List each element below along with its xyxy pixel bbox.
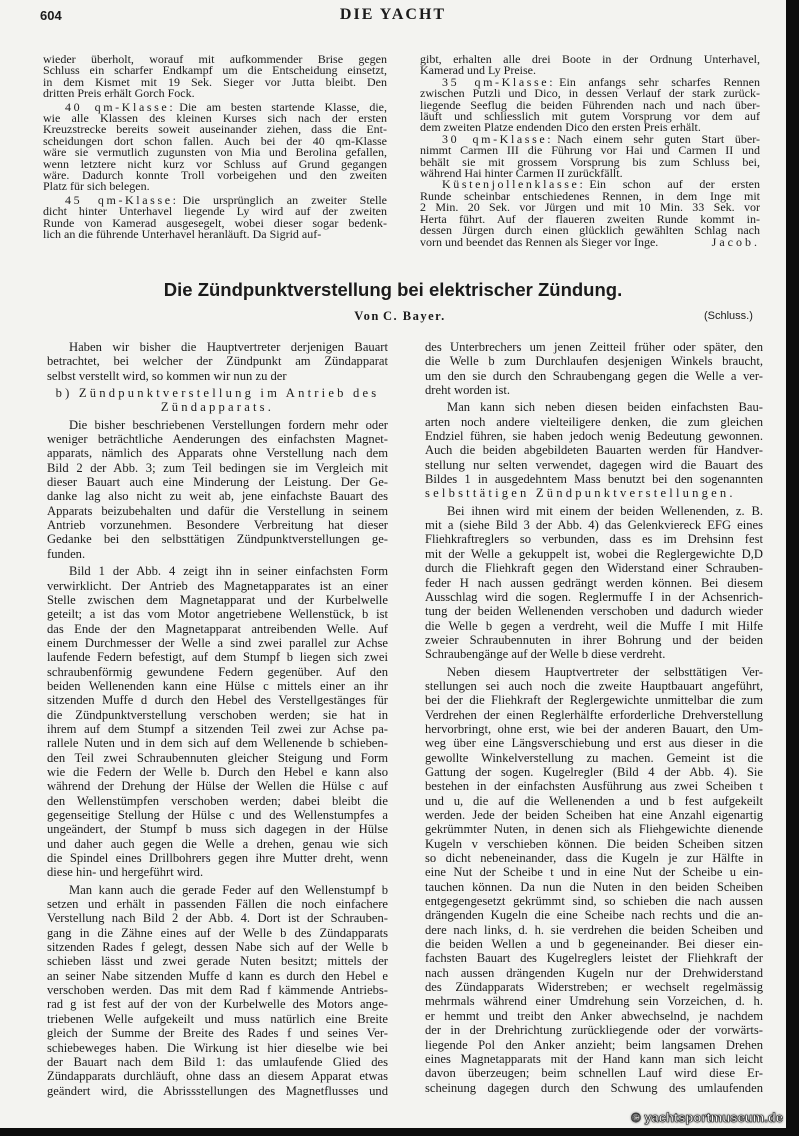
line-text: wäre. Dadurch konnte Troll vorbeigehen und den zweiten xyxy=(43,168,387,183)
text-line xyxy=(47,1055,388,1069)
text-line xyxy=(43,229,387,240)
line-text: mehrmals während einer Umdrehung sein Vorzeichen, d. h. xyxy=(425,994,763,1009)
line-text: funden. xyxy=(47,546,86,561)
line-text: geteilt; a ist das vom Motor angetriebene Wellenstück, b ist xyxy=(47,607,388,622)
line-text: Kreuzstrecke bereits soweit auseinander ziehen, dass die Ent- xyxy=(43,122,387,137)
line-text: Man kann auch die gerade Feder auf den Wellenstumpf b xyxy=(69,882,388,897)
text-line xyxy=(47,340,388,354)
line-text: nimmt Carmen III die Führung vor Hai und Carmen II und xyxy=(420,143,760,158)
line-text: dicht hinter Unterhavel liegende Ly wird auf der zweiten xyxy=(43,204,387,219)
text-line xyxy=(47,622,388,636)
line-text: dere nach links, d. h. sie verdrehen die beiden Scheiben und xyxy=(425,922,763,937)
text-line xyxy=(425,722,763,736)
line-text: gegenseitige Stellung der Hülse c und des Wellenstumpfes a xyxy=(47,808,388,822)
line-text: während der Drehung der Hülse der Wellen die Hülse c auf xyxy=(47,779,388,794)
line-text: nach aussen drängenden Kugeln nur der Drehwiderstand xyxy=(425,965,763,980)
line-text: feder H nach aussen gedrängt werden können. Bei diesem xyxy=(425,575,763,590)
text-line xyxy=(425,472,763,486)
line-text: schieben lässt und zwei gerade Nuten besitzt; mittels der xyxy=(47,954,388,969)
text-line xyxy=(47,865,388,879)
text-line xyxy=(47,736,388,750)
line-text: um den sie durch den Schraubengang gegen die Welle a ver- xyxy=(425,368,763,383)
line-text: Neben diesem Hauptvertreter der selbsttätigen Ver- xyxy=(447,664,763,679)
watermark: © yachtsportmuseum.de xyxy=(631,1110,783,1125)
text-line xyxy=(425,951,763,965)
text-line xyxy=(425,908,763,922)
text-line xyxy=(425,923,763,937)
line-text: 2 Min. 20 Sek. vor Jürgen und mit 10 Min. 33 Sek. vor xyxy=(420,200,760,215)
line-text: Platz für sich belegen. xyxy=(43,179,150,194)
text-line xyxy=(425,415,763,429)
text-line xyxy=(425,1066,763,1080)
text-line xyxy=(425,937,763,951)
line-text: rad g ist fest auf der von der Kurbelwelle des Motors ange- xyxy=(47,997,388,1012)
line-text: Gattung der sogen. Kugelregler (Bild 4 der Abb. 4). Sie xyxy=(425,764,763,779)
byline-author: C. Bayer. xyxy=(383,309,446,323)
text-line xyxy=(47,386,388,400)
text-line xyxy=(47,418,388,432)
text-line xyxy=(425,458,763,472)
text-line xyxy=(47,822,388,836)
line-text: ihrem auf dem Stumpf a sitzenden Teil zwei zur Achse pa- xyxy=(47,721,388,736)
text-line xyxy=(47,593,388,607)
text-line xyxy=(47,1012,388,1026)
line-text: setzen und erhält in passenden Fällen die noch einfachere xyxy=(47,897,388,912)
text-line xyxy=(425,822,763,836)
paragraph xyxy=(43,99,387,194)
line-text: die Welle b gegen a verdreht, weil die Muffe I mit Hilfe xyxy=(425,618,763,633)
class-label: 30 qm-Klasse: xyxy=(442,131,554,146)
text-line xyxy=(47,579,388,593)
line-text: diese hin- und hergeführt wird. xyxy=(47,865,204,880)
text-line xyxy=(47,607,388,621)
line-text: Schraubengänge auf der Welle b diese verdreht. xyxy=(425,647,666,662)
line-text: an seiner Nabe sitzenden Muffe d kann es durch den Hebel e xyxy=(47,968,388,983)
line-text: Runde von Kamerad ausgesegelt, wobei dieser sogar bedenk- xyxy=(43,215,387,230)
text-line xyxy=(425,1009,763,1023)
paragraph xyxy=(47,340,388,383)
text-line xyxy=(47,1026,388,1040)
text-line xyxy=(47,851,388,865)
paragraph xyxy=(420,131,760,181)
line-text: während Hai hinter Carmen II zurückfällt. xyxy=(420,166,623,181)
article-byline xyxy=(0,309,799,324)
line-text: schraubenförmig gewundene Federn gegenüber. Auf den xyxy=(47,664,388,679)
text-line xyxy=(47,779,388,793)
text-line xyxy=(47,475,388,489)
text-line xyxy=(425,354,763,368)
line-text: gibt, erhalten alle drei Boote in der Ordnung Unterhavel, xyxy=(420,52,760,66)
line-text: zweier Schraubennuten in ihrer Bohrung und der beiden xyxy=(425,632,763,647)
text-line xyxy=(425,604,763,618)
text-line xyxy=(47,708,388,722)
byline-prefix: Von xyxy=(354,309,380,323)
text-line xyxy=(47,461,388,475)
text-line xyxy=(425,590,763,604)
line-text: dritten Preis erhält Gorch Fock. xyxy=(43,86,195,101)
line-text: Endziel führen, sie haben jedoch wenig Bedeutung gewonnen. xyxy=(425,429,763,444)
line-text: fachsten Bauart des Kugelreglers leistet der Fliehkraft der xyxy=(425,951,763,966)
text-line xyxy=(47,564,388,578)
running-title: DIE YACHT xyxy=(339,6,447,23)
line-text: weniger beträchtliche Aenderungen des einfachsten Magnet- xyxy=(47,432,388,447)
line-text: und u, die auf die Wellenenden a und b fest aufgekeilt xyxy=(425,793,763,808)
line-text: rallele Nuten und in dem sich auf dem Wellenende b schieben- xyxy=(47,736,388,751)
text-line xyxy=(420,234,760,249)
text-line xyxy=(47,1041,388,1055)
line-text: selbsttätigen Zündpunktverstellungen. xyxy=(425,486,736,501)
line-text: des Zündapparats Widerstreben; er wechselt regelmässig xyxy=(425,980,763,995)
article-right-column xyxy=(425,340,763,1098)
line-text: gekrümmter Nuten, in denen sich als Fliehgewichte dienende xyxy=(425,822,763,837)
line-text: Nach einem sehr guten Start über- xyxy=(557,131,760,146)
text-line xyxy=(425,880,763,894)
text-line xyxy=(47,926,388,940)
line-text: behält sie mit grossem Vorsprung bis zum Schluss bei, xyxy=(420,154,760,169)
line-text: Zündapparats. xyxy=(160,400,275,415)
text-line xyxy=(425,561,763,575)
line-text: Fliehkraftreglers so verbunden, dass es im Drehsinn fest xyxy=(425,532,763,547)
text-line xyxy=(47,794,388,808)
line-text: Bild 2 der Abb. 3; zum Teil bedingen sie im Vergleich mit xyxy=(47,460,388,475)
line-text: laufende Federn befestigt, auf dem Stumpf b liegen sich zwei xyxy=(47,650,388,665)
text-line xyxy=(425,751,763,765)
text-line xyxy=(425,383,763,397)
text-line xyxy=(425,1081,763,1095)
line-text: die Welle b zum Durchlaufen desjenigen Winkels braucht, xyxy=(425,354,763,369)
line-text: eine Nut der Scheibe t und in eine Nut der Scheibe u ein- xyxy=(425,865,763,880)
line-text: Apparats beizubehalten und dafür die Verstellung in seinem xyxy=(47,503,388,518)
line-text: Ein schon auf der ersten xyxy=(589,177,760,192)
text-line xyxy=(425,665,763,679)
line-text: stellungen sei auch noch die zweite Hauptbauart angeführt, xyxy=(425,678,763,693)
line-text: Schluss ein scharfer Endkampf um die Entscheidung einsetzt, xyxy=(43,63,387,78)
line-text: b) Zündpunktverstellung im Antrieb des xyxy=(55,386,380,401)
text-line xyxy=(425,966,763,980)
paragraph xyxy=(425,400,763,500)
line-text: die Spindel eines Drillbohrers gegen ihre Mutter dreht, wenn xyxy=(47,851,388,866)
line-text: wie alle Klassen des kleinen Kurses sich nach der ersten xyxy=(43,111,387,126)
text-line xyxy=(425,369,763,383)
line-text: ungeändert, der Stumpf b muss sich dagegen in der Hülse xyxy=(47,822,388,837)
line-text: entgegengesetzt gekrümmt sind, so schieben die nach aussen xyxy=(425,894,763,909)
line-text: Bei ihnen wird mit einem der beiden Wellenenden, z. B. xyxy=(447,503,763,518)
text-line xyxy=(47,983,388,997)
line-text: scheinung dagegen durch den Schwung des umlaufenden xyxy=(425,1080,763,1095)
line-text: werden. Jede der beiden Scheiben hat eine Anzahl eigenartig xyxy=(425,808,763,822)
line-text: beiden Wellenenden kann eine Hülse c mittels einer an ihr xyxy=(47,678,388,693)
text-line xyxy=(47,679,388,693)
line-text: weg über eine Längsverschiebung und erst aus dieser in die xyxy=(425,736,763,751)
text-line xyxy=(47,547,388,561)
class-label: 35 qm-Klasse: xyxy=(442,74,556,89)
line-text: liegende Seeflug die beiden Führenden nach und nach über- xyxy=(420,97,760,112)
line-text: apparats, nämlich des Apparats ohne Verstellung nach dem xyxy=(47,446,388,461)
article-left-column xyxy=(47,340,388,1101)
text-line xyxy=(47,369,388,383)
line-text: liegende Pol den Anker anzieht; beim langsamen Drehen xyxy=(425,1037,763,1052)
line-text: dreht worden ist. xyxy=(425,383,510,398)
paragraph xyxy=(47,564,388,880)
text-line xyxy=(47,911,388,925)
line-text: bestehen in der einfachsten Ausführung aus zwei Scheiben t xyxy=(425,779,763,794)
line-text: gewollte Winkelverstellung zu machen. Gemeint ist die xyxy=(425,750,763,765)
line-text: so dicht nebeneinander, dass die Kugeln je zur Hälfte in xyxy=(425,851,763,866)
line-text: betrachtet, bei welcher der Zündpunkt am Zündapparat xyxy=(47,354,388,369)
line-text: tauchen können. Da nun die Nuten in den beiden Scheiben xyxy=(425,879,763,894)
line-text: bei der die Fliehkraft der Reglergewichte unmittelbar die zum xyxy=(425,693,763,708)
class-label: 45 qm-Klasse: xyxy=(65,192,179,207)
text-line xyxy=(47,837,388,851)
text-line xyxy=(425,443,763,457)
text-line xyxy=(47,808,388,822)
text-line xyxy=(425,1023,763,1037)
line-text: dessen Jürgen durch einen glücklich gewählten Schlag nach xyxy=(420,223,760,238)
paragraph xyxy=(43,54,387,100)
text-line xyxy=(47,432,388,446)
paragraph xyxy=(420,179,760,247)
line-text: Die ursprünglich an zweiter Stelle xyxy=(182,192,387,207)
line-text: lich an die führende Unterhavel heranläuft. Da Sigrid auf- xyxy=(43,227,322,242)
paragraph xyxy=(420,74,760,135)
text-line xyxy=(425,708,763,722)
line-text: des Unterbrechers um jenen Zeitteil früher oder später, den xyxy=(425,340,763,354)
line-text: durch die Fliehkraft gegen den Widerstand einer Schrauben- xyxy=(425,561,763,576)
text-line xyxy=(425,633,763,647)
line-text: triebenen Welle aufgekeilt und muss natürlich eine Breite xyxy=(47,1011,388,1026)
line-text: Ausschlag wird die sogen. Reglermuffe I in der Achsenrich- xyxy=(425,589,763,604)
line-text: mit a (siehe Bild 3 der Abb. 4) das Gelenkviereck EFG eines xyxy=(425,518,763,533)
line-text: wäre sie vermutlich zugunsten von Mia und Berolina gefallen, xyxy=(43,145,387,160)
paragraph xyxy=(47,883,388,1098)
line-text: Bildes 1 in ausgedehntem Mass benutzt bei den sogenannten xyxy=(425,472,763,487)
line-text: Ein anfangs sehr scharfes Rennen xyxy=(559,74,760,89)
text-line xyxy=(47,504,388,518)
text-line xyxy=(425,865,763,879)
line-text: Die bisher beschriebenen Verstellungen fordern mehr oder xyxy=(69,417,388,432)
line-text: Verdrehen der einen Reglerhälfte erforderliche Drehverstellung xyxy=(425,707,763,722)
text-line xyxy=(425,765,763,779)
line-text: tung der beiden Wellenenden verschoben und dadurch wieder xyxy=(425,604,763,619)
text-line xyxy=(47,354,388,368)
text-line xyxy=(47,940,388,954)
line-text: mit der Welle a gekuppelt ist, wobei die Reglergewichte D,D xyxy=(425,546,763,561)
line-text: er hemmt und treibt den Anker abwechselnd, je nachdem xyxy=(425,1008,763,1023)
line-text: danke lag also nicht zu weit ab, jene einfachste Bauart des xyxy=(47,489,388,504)
text-line xyxy=(47,489,388,503)
text-line xyxy=(425,1052,763,1066)
text-line xyxy=(425,994,763,1008)
line-text: Zündapparats durchläuft, ohne dass an diesem Apparat etwas xyxy=(47,1069,388,1084)
line-text: hervorbringt, ohne erst, wie bei der anderen Bauart, den Um- xyxy=(425,721,763,736)
class-label: 40 qm-Klasse: xyxy=(65,99,176,114)
line-text: geändert wird, die Abrissstellungen des Magnetflusses und xyxy=(47,1083,388,1098)
line-text: drängenden Kugeln die eine Scheibe nach rechts und die an- xyxy=(425,908,763,923)
text-line xyxy=(47,518,388,532)
line-text: arten noch andere vielteiligere denken, die zum gleichen xyxy=(425,414,763,429)
text-line xyxy=(47,722,388,736)
text-line xyxy=(425,486,763,500)
class-label: Küstenjollenklasse: xyxy=(442,177,586,192)
text-line xyxy=(425,576,763,590)
text-line xyxy=(425,647,763,661)
line-text: der Bauart nach dem Bild 1: das umlaufende Glied des xyxy=(47,1054,388,1069)
race-report-right-column xyxy=(420,54,760,248)
text-line xyxy=(425,837,763,851)
line-text: Antrieb vorzunehmen. Besondere Verbreitung hat dieser xyxy=(47,518,388,533)
line-text: Kugeln v verschieben können. Die beiden Scheiben sitzen xyxy=(425,836,763,851)
text-line xyxy=(47,532,388,546)
line-text: Gedanke bei den selbsttätigen Zündpunktverstellungen ge- xyxy=(47,532,388,547)
line-text: die Zündpunktverstellung verschoben werden; sie hat in xyxy=(47,707,388,722)
page-number: 604 xyxy=(40,8,62,23)
line-text: verschoben werden. Das mit dem Rad f kämmende Antriebs- xyxy=(47,983,388,998)
text-line xyxy=(425,547,763,561)
text-line xyxy=(47,400,388,414)
text-line xyxy=(47,897,388,911)
line-text: wie die Federn der Welle b. Durch den Hebel e kann also xyxy=(47,764,388,779)
line-text: der in der Drehrichtung zurückliegende oder der vorwärts- xyxy=(425,1023,763,1038)
text-line xyxy=(47,751,388,765)
paragraph xyxy=(425,340,763,397)
text-line xyxy=(425,779,763,793)
paragraph xyxy=(47,418,388,561)
text-line xyxy=(425,736,763,750)
line-text: eines Magnetapparats mit der Hand kann man sich leicht xyxy=(425,1051,763,1066)
text-line xyxy=(47,969,388,983)
line-text: schiebeweges haben. Die Wirkung ist hier dieselbe wie bei xyxy=(47,1040,388,1055)
line-text: den Wellenstümpfen verschoben werden; dabei bleibt die xyxy=(47,793,388,808)
text-line xyxy=(47,765,388,779)
author-signature: Jacob. xyxy=(711,234,760,249)
line-text: das Ende der den Magnetapparat antreibenden Welle. Auf xyxy=(47,621,388,636)
paragraph xyxy=(43,192,387,242)
text-line xyxy=(47,1084,388,1098)
text-line xyxy=(425,429,763,443)
line-text: wenn letztere nicht kurz vor Schluss auf Grund gegangen xyxy=(43,156,387,171)
text-line xyxy=(425,619,763,633)
line-text: gleich der Summe der Breite des Rades f und seines Ver- xyxy=(47,1026,388,1041)
text-line xyxy=(425,851,763,865)
paragraph xyxy=(425,665,763,1095)
text-line xyxy=(47,650,388,664)
scan-edge-bottom xyxy=(0,1128,799,1136)
text-line xyxy=(425,679,763,693)
line-text: Bild 1 der Abb. 4 zeigt ihn in seiner einfachsten Form xyxy=(69,564,388,579)
line-text: Auch die beiden abgebildeten Bauarten werden für Handver- xyxy=(425,443,763,458)
line-text: sitzenden Muffe d durch den Hebel des Verstellgestänges für xyxy=(47,693,388,708)
text-line xyxy=(425,980,763,994)
line-text: Stelle zwischen dem Magnetapparat und der Kurbelwelle xyxy=(47,592,388,607)
text-line xyxy=(47,997,388,1011)
text-line xyxy=(425,794,763,808)
paragraph xyxy=(420,54,760,77)
line-text: dem zweiten Platze endenden Dico den ersten Preis erhält. xyxy=(420,120,701,135)
race-report-left-column xyxy=(43,54,387,243)
line-text: vorn und beendet das Rennen als Sieger vor Inge. xyxy=(420,234,659,249)
line-text: den Teil zwei Schraubennuten gleicher Steigung und Form xyxy=(47,750,388,765)
text-line xyxy=(43,88,387,99)
text-line xyxy=(47,883,388,897)
line-text: verwirklicht. Der Antrieb des Magnetapparates ist an einer xyxy=(47,578,388,593)
line-text: die beiden Wellen a und b gegeneinander. Bei dieser ein- xyxy=(425,937,763,952)
line-text: zwischen Putzli und Dico, in dessen Verlauf der stark zurück- xyxy=(420,86,760,101)
text-line xyxy=(425,518,763,532)
scan-edge-right xyxy=(786,0,799,1136)
paragraph xyxy=(425,504,763,662)
continuation-note: (Schluss.) xyxy=(704,310,753,322)
line-text: selbst verstellt wird, so kommen wir nun zu der xyxy=(47,368,287,383)
text-line xyxy=(47,1069,388,1083)
line-text: Die am besten startende Klasse, die, xyxy=(179,99,387,114)
line-text: in dem Kismet mit 19 Sek. Sieger vor Jutta bleibt. Den xyxy=(43,74,387,89)
text-line xyxy=(425,894,763,908)
line-text: Runde scheinbar entschiedenes Rennen, in dem Inge mit xyxy=(420,188,760,203)
line-text: Man kann sich neben diesen beiden einfachsten Bau- xyxy=(447,400,763,415)
text-line xyxy=(47,693,388,707)
line-text: gang in die Zähne eines auf der Welle b des Zündapparats xyxy=(47,925,388,940)
article-title: Die Zündpunktverstellung bei elektrischer Zündung. xyxy=(163,279,623,300)
text-line xyxy=(47,446,388,460)
text-line xyxy=(43,181,387,192)
line-text: Herta führt. Auf der flaueren zweiten Runde kommt in- xyxy=(420,211,760,226)
text-line xyxy=(425,504,763,518)
section-heading xyxy=(47,386,388,415)
text-line xyxy=(47,954,388,968)
text-line xyxy=(425,1038,763,1052)
line-text: stellung nur selten verwendet, dagegen wird die Bauart des xyxy=(425,457,763,472)
line-text: einem Durchmesser der Welle a sind zwei parallel zur Achse xyxy=(47,635,388,650)
line-text: und daher auch gegen die Welle a drehen, genau wie sich xyxy=(47,836,388,851)
line-text: Haben wir bisher die Hauptvertreter derjenigen Bauart xyxy=(69,340,388,354)
line-text: läuft und schliesslich mit gutem Vorsprung vor dem auf xyxy=(420,109,760,124)
text-line xyxy=(47,636,388,650)
text-line xyxy=(425,808,763,822)
text-line xyxy=(425,532,763,546)
text-line xyxy=(425,400,763,414)
line-text: dieser Bauart auch eine Minderung der Leistung. Der Ge- xyxy=(47,475,388,490)
line-text: wieder überholt, worauf mit aufkommender Brise gegen xyxy=(43,52,387,66)
line-text: Verstellung nach Bild 2 der Abb. 4. Dort ist der Schrauben- xyxy=(47,911,388,926)
text-line xyxy=(425,340,763,354)
line-text: sitzenden Rades f gelegt, dessen Nabe sich auf der Welle b xyxy=(47,940,388,955)
line-text: davon überzeugen; beim schnellen Lauf wird diese Er- xyxy=(425,1066,763,1081)
line-text: Kamerad und Ly Preise. xyxy=(420,63,536,78)
text-line xyxy=(47,665,388,679)
text-line xyxy=(425,693,763,707)
line-text: scheidungen dort schon fallen. Auch bei der 40 qm-Klasse xyxy=(43,133,387,148)
